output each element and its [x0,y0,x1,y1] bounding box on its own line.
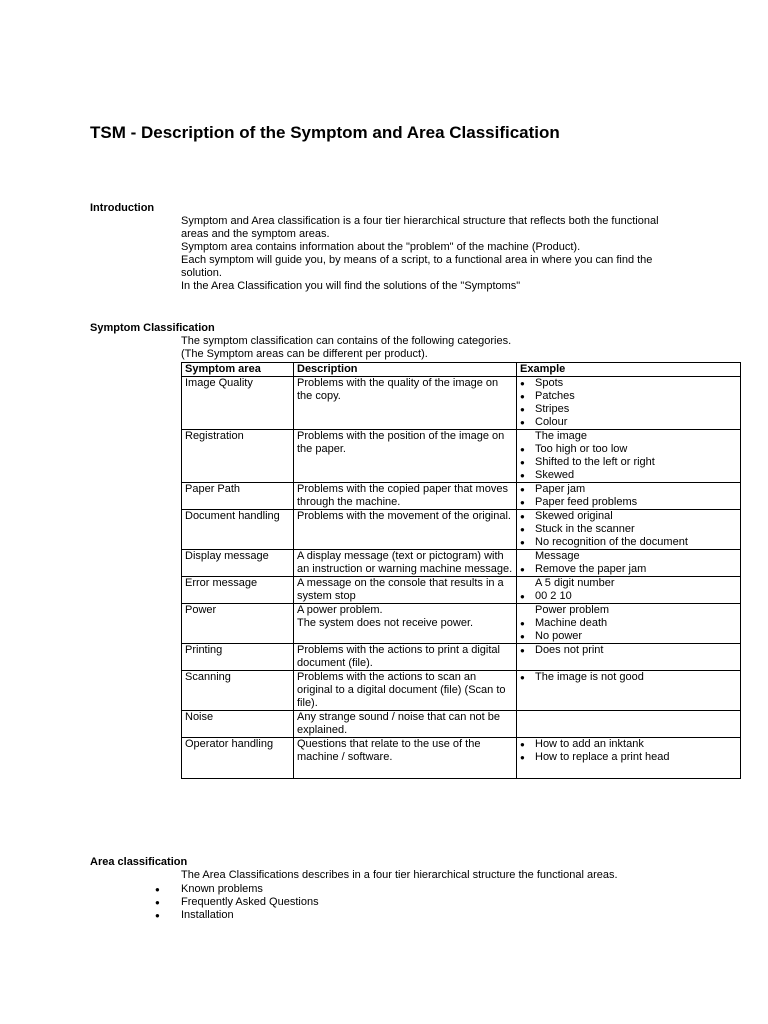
description-cell: A power problem. The system does not receive power. [294,604,517,644]
example-cell [517,377,741,430]
example-item: ● Skewed original [520,510,737,523]
introduction-heading: Introduction [90,202,155,214]
example-item: ● No power [520,630,737,643]
table-row [182,671,741,711]
example-item: ● No recognition of the document [520,536,737,549]
list-item: ● Known problems [150,883,319,896]
table-row [182,550,741,577]
table-row [182,738,741,779]
example-list [520,671,737,684]
example-item: ● How to add an inktank [520,738,737,751]
example-item: ● Stripes [520,403,737,416]
example-list [520,510,737,549]
description-cell: A message on the console that results in a system stop [294,577,517,604]
introduction-text [181,215,681,293]
introduction-paragraph: Each symptom will guide you, by means of a script, to a functional area in where you can find the solution. [181,254,653,279]
symptom-intro-line: The symptom classification can contains of the following categories. [181,335,512,347]
symptom-area-cell: Scanning [182,671,294,711]
example-cell [517,483,741,510]
table-row [182,430,741,483]
example-cell [517,550,741,577]
example-item: ● Does not print [520,644,737,657]
example-item: ● 00 2 10 [520,590,737,603]
symptom-area-cell: Image Quality [182,377,294,430]
symptom-area-cell: Document handling [182,510,294,550]
example-lead: A 5 digit number [535,577,615,589]
description-cell: Problems with the actions to scan an original to a digital document (file) (Scan to file). [294,671,517,711]
example-list [520,604,737,643]
example-lead: The image [535,430,587,442]
example-list [520,430,737,482]
example-item: ● Remove the paper jam [520,563,737,576]
example-cell [517,644,741,671]
table-row [182,711,741,738]
area-classification-list [150,883,319,922]
table-header-row [182,363,741,377]
introduction-paragraph: Symptom area contains information about the "problem" of the machine (Product). [181,241,581,253]
list-item: ● Installation [150,909,319,922]
example-cell [517,430,741,483]
symptom-area-cell: Operator handling [182,738,294,779]
example-list [520,483,737,509]
table-row [182,604,741,644]
example-cell [517,510,741,550]
symptom-area-cell: Printing [182,644,294,671]
example-list [520,377,737,429]
example-item: ● Patches [520,390,737,403]
area-classification-heading: Area classification [90,856,188,868]
example-list [520,644,737,657]
symptom-classification-intro [181,335,681,361]
area-classification-intro: The Area Classifications describes in a four tier hierarchical structure the functional areas. [181,869,618,881]
symptom-table-body [182,377,741,779]
symptom-area-cell: Display message [182,550,294,577]
example-lead: Message [535,550,580,562]
introduction-paragraph: Symptom and Area classification is a four tier hierarchical structure that reflects both the functional areas and the symptom areas. [181,215,659,240]
symptom-area-cell: Noise [182,711,294,738]
symptom-intro-line: (The Symptom areas can be different per product). [181,348,428,360]
description-cell: Problems with the quality of the image on the copy. [294,377,517,430]
example-list [520,738,737,764]
example-item: ● How to replace a print head [520,751,737,764]
description-cell: Problems with the movement of the original. [294,510,517,550]
example-item: ● Stuck in the scanner [520,523,737,536]
symptom-area-cell: Paper Path [182,483,294,510]
description-cell: Problems with the copied paper that moves through the machine. [294,483,517,510]
table-row [182,577,741,604]
description-cell: Questions that relate to the use of the machine / software. [294,738,517,779]
example-cell [517,577,741,604]
description-cell: Any strange sound / noise that can not be explained. [294,711,517,738]
example-item: ● Paper feed problems [520,496,737,509]
page-title: TSM - Description of the Symptom and Area Classification [90,123,560,142]
example-cell [517,738,741,779]
column-header-description: Description [294,363,517,377]
example-item: ● Too high or too low [520,443,737,456]
example-list [520,550,737,576]
column-header-symptom-area: Symptom area [182,363,294,377]
example-item: ● Skewed [520,469,737,482]
example-item: ● Shifted to the left or right [520,456,737,469]
symptom-classification-heading: Symptom Classification [90,322,215,334]
example-cell [517,671,741,711]
symptom-area-cell: Power [182,604,294,644]
description-cell: Problems with the position of the image on the paper. [294,430,517,483]
example-list [520,577,737,603]
table-row [182,644,741,671]
column-header-example: Example [517,363,741,377]
example-item: ● Paper jam [520,483,737,496]
description-cell: A display message (text or pictogram) with an instruction or warning machine message. [294,550,517,577]
example-item: ● Machine death [520,617,737,630]
example-lead: Power problem [535,604,609,616]
symptom-area-cell: Registration [182,430,294,483]
symptom-table [181,362,741,779]
example-cell [517,604,741,644]
example-item: ● Spots [520,377,737,390]
table-row [182,510,741,550]
example-item: ● Colour [520,416,737,429]
table-row [182,377,741,430]
example-cell [517,711,741,738]
introduction-paragraph: In the Area Classification you will find the solutions of the "Symptoms" [181,280,521,292]
list-item: ● Frequently Asked Questions [150,896,319,909]
description-cell: Problems with the actions to print a digital document (file). [294,644,517,671]
symptom-area-cell: Error message [182,577,294,604]
table-row [182,483,741,510]
example-item: ● The image is not good [520,671,737,684]
